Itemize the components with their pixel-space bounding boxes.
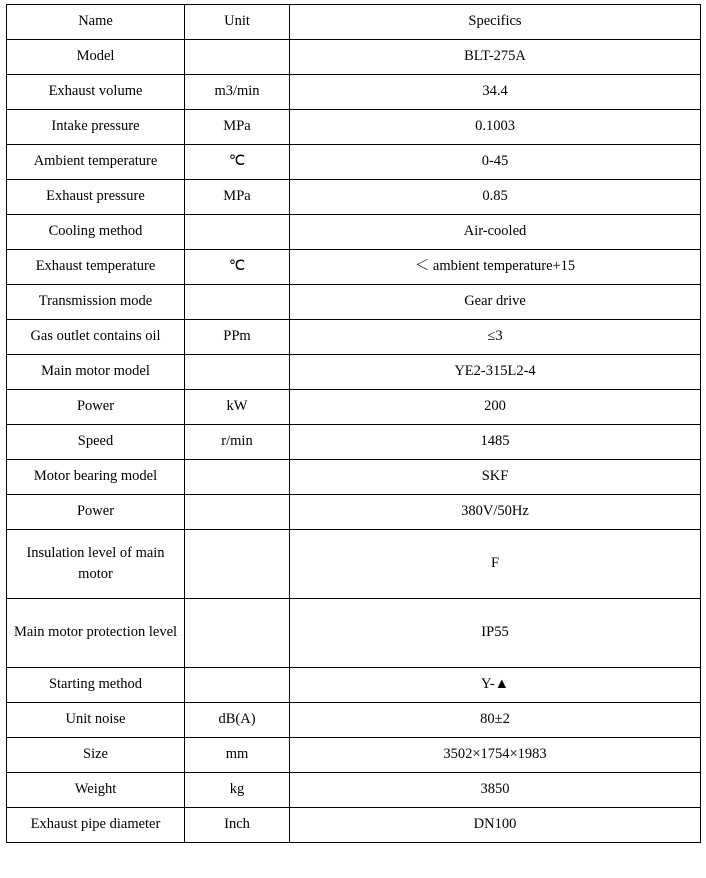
table-row [7,808,701,843]
row-unit [185,285,290,320]
table-row [7,703,701,738]
row-unit: mm [185,738,290,773]
row-unit: m3/min [185,75,290,110]
row-spec: 0.85 [290,180,701,215]
row-unit: Inch [185,808,290,843]
table-row [7,75,701,110]
row-name: Exhaust volume [7,75,185,110]
row-unit: kW [185,390,290,425]
table-row [7,110,701,145]
row-unit: PPm [185,320,290,355]
row-unit [185,40,290,75]
table-row [7,599,701,668]
row-unit: MPa [185,180,290,215]
table-row [7,215,701,250]
row-unit [185,355,290,390]
row-spec: 34.4 [290,75,701,110]
row-unit: kg [185,773,290,808]
row-spec: Y-▲ [290,668,701,703]
row-name: Motor bearing model [7,460,185,495]
column-header-name: Name [7,5,185,40]
row-unit [185,530,290,599]
table-row [7,390,701,425]
row-spec: IP55 [290,599,701,668]
row-unit: MPa [185,110,290,145]
row-name: Ambient temperature [7,145,185,180]
column-header-specifics: Specifics [290,5,701,40]
row-spec: 0-45 [290,145,701,180]
row-unit [185,460,290,495]
row-name: Speed [7,425,185,460]
row-spec: Air-cooled [290,215,701,250]
table-row [7,180,701,215]
row-unit: ℃ [185,145,290,180]
table-row [7,355,701,390]
row-unit [185,495,290,530]
row-name: Main motor protection level [7,599,185,668]
table-row [7,530,701,599]
row-name: Power [7,495,185,530]
row-spec: SKF [290,460,701,495]
row-name: Size [7,738,185,773]
row-name: Model [7,40,185,75]
row-unit: ℃ [185,250,290,285]
table-row [7,285,701,320]
table-row [7,250,701,285]
table-row [7,773,701,808]
row-spec: 3850 [290,773,701,808]
row-spec: 0.1003 [290,110,701,145]
row-spec: ＜ ambient temperature+15 [290,250,701,285]
row-spec: YE2-315L2-4 [290,355,701,390]
row-name: Intake pressure [7,110,185,145]
row-spec: BLT-275A [290,40,701,75]
table-row [7,40,701,75]
row-spec: Gear drive [290,285,701,320]
row-spec: 200 [290,390,701,425]
row-unit [185,215,290,250]
column-header-unit: Unit [185,5,290,40]
row-spec: 1485 [290,425,701,460]
row-unit: dB(A) [185,703,290,738]
row-name: Unit noise [7,703,185,738]
table-header-row [7,5,701,40]
table-row [7,145,701,180]
row-name: Exhaust pressure [7,180,185,215]
table-row [7,320,701,355]
row-unit [185,668,290,703]
row-spec: 3502×1754×1983 [290,738,701,773]
row-name: Starting method [7,668,185,703]
row-spec: ≤3 [290,320,701,355]
row-spec: 380V/50Hz [290,495,701,530]
table-row [7,495,701,530]
table-row [7,460,701,495]
row-spec: 80±2 [290,703,701,738]
row-name: Main motor model [7,355,185,390]
row-name: Exhaust temperature [7,250,185,285]
table-row [7,668,701,703]
row-spec: F [290,530,701,599]
row-name: Gas outlet contains oil [7,320,185,355]
specification-table [6,4,701,843]
row-name: Weight [7,773,185,808]
table-row [7,738,701,773]
table-row [7,425,701,460]
row-unit [185,599,290,668]
table-body [7,5,701,843]
row-name: Cooling method [7,215,185,250]
row-name: Exhaust pipe diameter [7,808,185,843]
row-name: Transmission mode [7,285,185,320]
row-name: Power [7,390,185,425]
row-spec: DN100 [290,808,701,843]
row-unit: r/min [185,425,290,460]
row-name: Insulation level of main motor [7,530,185,599]
